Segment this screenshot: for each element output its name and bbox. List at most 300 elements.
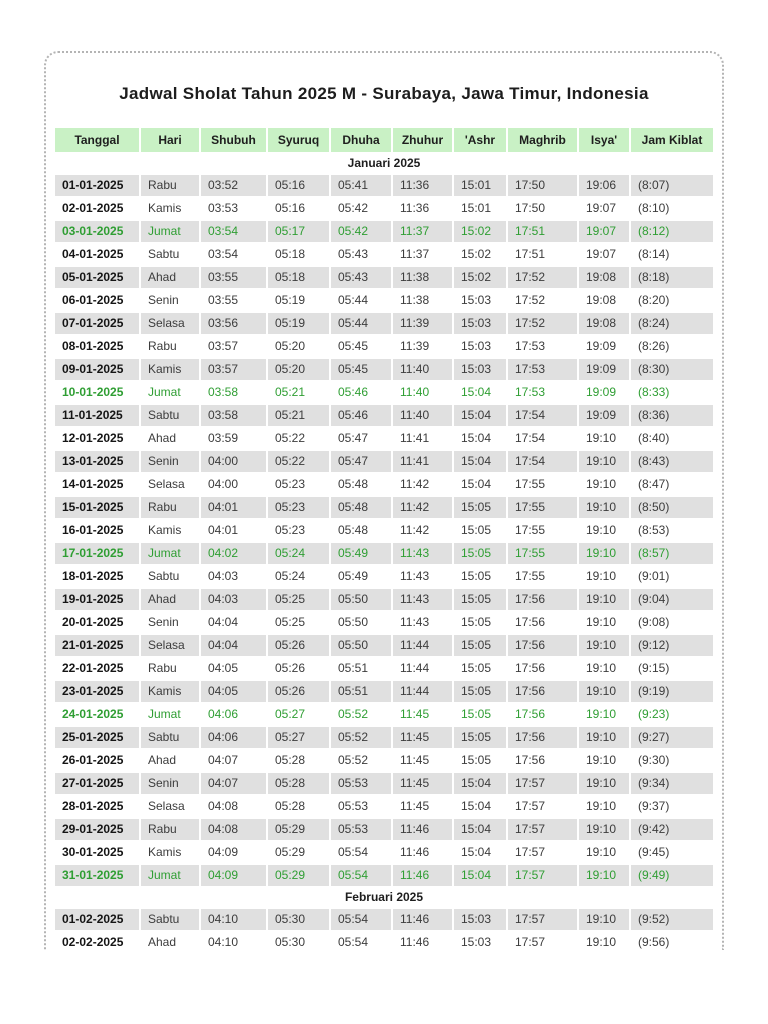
time-cell-maghrib: 17:54 [508,428,577,449]
time-cell-isya: 19:10 [579,727,629,748]
prayer-schedule-table [53,126,715,955]
time-cell-dhuha: 05:48 [331,520,391,541]
time-cell-isya: 19:07 [579,198,629,219]
column-header-tanggal: Tanggal [55,128,139,152]
time-cell-zhuhur: 11:43 [393,566,452,587]
date-cell: 30-01-2025 [55,842,139,863]
time-cell-jam-kiblat: (8:26) [631,336,713,357]
time-cell-zhuhur: 11:45 [393,796,452,817]
time-cell-maghrib: 17:56 [508,612,577,633]
time-cell-shubuh: 04:04 [201,612,266,633]
time-cell-dhuha: 05:50 [331,612,391,633]
time-cell-ashr: 15:05 [454,566,506,587]
time-cell-ashr: 15:02 [454,221,506,242]
time-cell-maghrib: 17:57 [508,909,577,930]
date-cell: 02-02-2025 [55,932,139,953]
date-cell: 28-01-2025 [55,796,139,817]
time-cell-shubuh: 04:08 [201,819,266,840]
time-cell-jam-kiblat: (8:53) [631,520,713,541]
time-cell-jam-kiblat: (8:33) [631,382,713,403]
day-cell: Rabu [141,175,199,196]
time-cell-maghrib: 17:51 [508,244,577,265]
time-cell-maghrib: 17:56 [508,635,577,656]
time-cell-zhuhur: 11:37 [393,221,452,242]
date-cell: 01-02-2025 [55,909,139,930]
time-cell-maghrib: 17:55 [508,566,577,587]
day-cell: Sabtu [141,566,199,587]
day-cell: Sabtu [141,909,199,930]
schedule-row [55,658,713,679]
time-cell-zhuhur: 11:42 [393,474,452,495]
schedule-row [55,932,713,953]
time-cell-ashr: 15:04 [454,405,506,426]
time-cell-maghrib: 17:53 [508,359,577,380]
time-cell-maghrib: 17:57 [508,796,577,817]
time-cell-maghrib: 17:50 [508,198,577,219]
time-cell-syuruq: 05:23 [268,497,329,518]
schedule-row [55,865,713,886]
time-cell-isya: 19:07 [579,221,629,242]
time-cell-ashr: 15:05 [454,750,506,771]
time-cell-isya: 19:09 [579,336,629,357]
time-cell-isya: 19:08 [579,267,629,288]
time-cell-shubuh: 04:06 [201,704,266,725]
date-cell: 05-01-2025 [55,267,139,288]
day-cell: Sabtu [141,405,199,426]
day-cell: Rabu [141,658,199,679]
date-cell: 25-01-2025 [55,727,139,748]
time-cell-syuruq: 05:23 [268,474,329,495]
schedule-row [55,267,713,288]
time-cell-ashr: 15:04 [454,451,506,472]
time-cell-ashr: 15:05 [454,543,506,564]
time-cell-maghrib: 17:57 [508,865,577,886]
time-cell-maghrib: 17:56 [508,704,577,725]
time-cell-ashr: 15:03 [454,313,506,334]
date-cell: 13-01-2025 [55,451,139,472]
time-cell-dhuha: 05:50 [331,589,391,610]
column-header-isya: Isya' [579,128,629,152]
time-cell-isya: 19:10 [579,773,629,794]
time-cell-shubuh: 03:55 [201,290,266,311]
time-cell-ashr: 15:04 [454,474,506,495]
time-cell-dhuha: 05:49 [331,566,391,587]
time-cell-isya: 19:06 [579,175,629,196]
time-cell-ashr: 15:04 [454,796,506,817]
time-cell-ashr: 15:05 [454,704,506,725]
schedule-row [55,704,713,725]
time-cell-ashr: 15:03 [454,290,506,311]
time-cell-ashr: 15:03 [454,359,506,380]
time-cell-jam-kiblat: (9:19) [631,681,713,702]
time-cell-shubuh: 03:54 [201,244,266,265]
time-cell-zhuhur: 11:40 [393,382,452,403]
time-cell-zhuhur: 11:45 [393,773,452,794]
schedule-row [55,290,713,311]
table-header-row [55,128,713,152]
time-cell-dhuha: 05:47 [331,428,391,449]
time-cell-dhuha: 05:46 [331,382,391,403]
time-cell-shubuh: 04:07 [201,750,266,771]
time-cell-jam-kiblat: (9:49) [631,865,713,886]
time-cell-ashr: 15:02 [454,267,506,288]
time-cell-shubuh: 03:57 [201,336,266,357]
schedule-row [55,313,713,334]
time-cell-isya: 19:10 [579,589,629,610]
time-cell-syuruq: 05:20 [268,359,329,380]
time-cell-ashr: 15:05 [454,497,506,518]
date-cell: 01-01-2025 [55,175,139,196]
schedule-row [55,198,713,219]
day-cell: Kamis [141,681,199,702]
date-cell: 16-01-2025 [55,520,139,541]
day-cell: Sabtu [141,244,199,265]
time-cell-shubuh: 04:00 [201,451,266,472]
time-cell-dhuha: 05:45 [331,359,391,380]
time-cell-zhuhur: 11:40 [393,405,452,426]
day-cell: Selasa [141,796,199,817]
time-cell-shubuh: 03:52 [201,175,266,196]
date-cell: 15-01-2025 [55,497,139,518]
date-cell: 17-01-2025 [55,543,139,564]
time-cell-jam-kiblat: (9:12) [631,635,713,656]
date-cell: 11-01-2025 [55,405,139,426]
time-cell-zhuhur: 11:43 [393,589,452,610]
time-cell-shubuh: 04:09 [201,865,266,886]
time-cell-isya: 19:07 [579,244,629,265]
day-cell: Kamis [141,198,199,219]
time-cell-syuruq: 05:18 [268,244,329,265]
time-cell-jam-kiblat: (9:27) [631,727,713,748]
schedule-row [55,520,713,541]
time-cell-shubuh: 03:59 [201,428,266,449]
time-cell-dhuha: 05:52 [331,750,391,771]
time-cell-zhuhur: 11:46 [393,909,452,930]
time-cell-zhuhur: 11:42 [393,520,452,541]
date-cell: 20-01-2025 [55,612,139,633]
time-cell-zhuhur: 11:44 [393,635,452,656]
column-header-jam-kiblat: Jam Kiblat [631,128,713,152]
schedule-row [55,543,713,564]
time-cell-syuruq: 05:24 [268,543,329,564]
time-cell-jam-kiblat: (9:42) [631,819,713,840]
day-cell: Ahad [141,267,199,288]
time-cell-syuruq: 05:18 [268,267,329,288]
schedule-row [55,566,713,587]
column-header-dhuha: Dhuha [331,128,391,152]
time-cell-syuruq: 05:19 [268,313,329,334]
time-cell-syuruq: 05:28 [268,796,329,817]
time-cell-ashr: 15:04 [454,428,506,449]
time-cell-maghrib: 17:56 [508,589,577,610]
time-cell-maghrib: 17:55 [508,543,577,564]
time-cell-syuruq: 05:22 [268,428,329,449]
time-cell-dhuha: 05:54 [331,909,391,930]
time-cell-zhuhur: 11:44 [393,658,452,679]
time-cell-shubuh: 03:56 [201,313,266,334]
time-cell-ashr: 15:05 [454,520,506,541]
time-cell-shubuh: 04:01 [201,497,266,518]
column-header-ashr: 'Ashr [454,128,506,152]
time-cell-ashr: 15:01 [454,175,506,196]
schedule-row [55,842,713,863]
time-cell-ashr: 15:01 [454,198,506,219]
time-cell-dhuha: 05:42 [331,221,391,242]
time-cell-jam-kiblat: (9:34) [631,773,713,794]
time-cell-isya: 19:10 [579,612,629,633]
time-cell-syuruq: 05:21 [268,382,329,403]
time-cell-ashr: 15:02 [454,244,506,265]
time-cell-maghrib: 17:50 [508,175,577,196]
time-cell-dhuha: 05:48 [331,497,391,518]
day-cell: Kamis [141,359,199,380]
month-section-row [55,888,713,907]
time-cell-zhuhur: 11:41 [393,428,452,449]
time-cell-jam-kiblat: (8:30) [631,359,713,380]
time-cell-jam-kiblat: (8:50) [631,497,713,518]
time-cell-isya: 19:09 [579,405,629,426]
day-cell: Ahad [141,932,199,953]
schedule-row [55,405,713,426]
time-cell-syuruq: 05:27 [268,704,329,725]
day-cell: Rabu [141,497,199,518]
time-cell-dhuha: 05:43 [331,267,391,288]
time-cell-shubuh: 04:05 [201,681,266,702]
time-cell-isya: 19:10 [579,520,629,541]
time-cell-dhuha: 05:41 [331,175,391,196]
time-cell-dhuha: 05:52 [331,727,391,748]
time-cell-zhuhur: 11:42 [393,497,452,518]
time-cell-syuruq: 05:29 [268,865,329,886]
time-cell-maghrib: 17:53 [508,382,577,403]
time-cell-syuruq: 05:24 [268,566,329,587]
day-cell: Ahad [141,428,199,449]
schedule-row [55,451,713,472]
time-cell-isya: 19:10 [579,451,629,472]
day-cell: Ahad [141,589,199,610]
day-cell: Ahad [141,750,199,771]
schedule-row [55,909,713,930]
time-cell-maghrib: 17:55 [508,520,577,541]
day-cell: Jumat [141,865,199,886]
time-cell-isya: 19:10 [579,865,629,886]
time-cell-isya: 19:10 [579,819,629,840]
time-cell-dhuha: 05:52 [331,704,391,725]
time-cell-syuruq: 05:22 [268,451,329,472]
date-cell: 27-01-2025 [55,773,139,794]
time-cell-syuruq: 05:26 [268,635,329,656]
time-cell-dhuha: 05:54 [331,932,391,953]
time-cell-dhuha: 05:51 [331,658,391,679]
time-cell-maghrib: 17:56 [508,750,577,771]
time-cell-ashr: 15:04 [454,382,506,403]
time-cell-dhuha: 05:50 [331,635,391,656]
time-cell-maghrib: 17:52 [508,267,577,288]
time-cell-maghrib: 17:57 [508,773,577,794]
time-cell-jam-kiblat: (9:04) [631,589,713,610]
date-cell: 19-01-2025 [55,589,139,610]
time-cell-syuruq: 05:17 [268,221,329,242]
column-header-zhuhur: Zhuhur [393,128,452,152]
day-cell: Sabtu [141,727,199,748]
time-cell-dhuha: 05:53 [331,819,391,840]
time-cell-shubuh: 03:58 [201,382,266,403]
time-cell-jam-kiblat: (8:24) [631,313,713,334]
time-cell-dhuha: 05:49 [331,543,391,564]
time-cell-ashr: 15:05 [454,727,506,748]
time-cell-dhuha: 05:44 [331,290,391,311]
day-cell: Senin [141,612,199,633]
time-cell-zhuhur: 11:46 [393,819,452,840]
time-cell-shubuh: 04:03 [201,589,266,610]
time-cell-ashr: 15:03 [454,932,506,953]
time-cell-syuruq: 05:16 [268,198,329,219]
time-cell-ashr: 15:04 [454,819,506,840]
time-cell-ashr: 15:04 [454,842,506,863]
time-cell-maghrib: 17:54 [508,405,577,426]
date-cell: 21-01-2025 [55,635,139,656]
time-cell-zhuhur: 11:46 [393,932,452,953]
time-cell-ashr: 15:04 [454,773,506,794]
day-cell: Selasa [141,474,199,495]
time-cell-maghrib: 17:54 [508,451,577,472]
schedule-row [55,612,713,633]
schedule-row [55,681,713,702]
time-cell-shubuh: 04:08 [201,796,266,817]
time-cell-syuruq: 05:26 [268,658,329,679]
schedule-row [55,635,713,656]
time-cell-syuruq: 05:21 [268,405,329,426]
date-cell: 07-01-2025 [55,313,139,334]
time-cell-syuruq: 05:26 [268,681,329,702]
time-cell-jam-kiblat: (9:52) [631,909,713,930]
time-cell-zhuhur: 11:46 [393,865,452,886]
schedule-page [44,51,724,950]
time-cell-isya: 19:10 [579,566,629,587]
time-cell-jam-kiblat: (8:14) [631,244,713,265]
time-cell-isya: 19:09 [579,359,629,380]
time-cell-isya: 19:10 [579,681,629,702]
day-cell: Kamis [141,842,199,863]
schedule-row [55,773,713,794]
date-cell: 02-01-2025 [55,198,139,219]
time-cell-isya: 19:10 [579,428,629,449]
date-cell: 26-01-2025 [55,750,139,771]
time-cell-zhuhur: 11:45 [393,750,452,771]
time-cell-zhuhur: 11:36 [393,198,452,219]
time-cell-isya: 19:10 [579,796,629,817]
time-cell-isya: 19:10 [579,474,629,495]
schedule-row [55,727,713,748]
time-cell-zhuhur: 11:45 [393,727,452,748]
time-cell-syuruq: 05:25 [268,612,329,633]
time-cell-isya: 19:10 [579,704,629,725]
time-cell-zhuhur: 11:43 [393,543,452,564]
schedule-row [55,244,713,265]
time-cell-shubuh: 04:05 [201,658,266,679]
time-cell-zhuhur: 11:38 [393,290,452,311]
month-section-header: Februari 2025 [55,888,713,907]
day-cell: Kamis [141,520,199,541]
time-cell-maghrib: 17:56 [508,681,577,702]
column-header-syuruq: Syuruq [268,128,329,152]
time-cell-dhuha: 05:54 [331,865,391,886]
time-cell-jam-kiblat: (8:07) [631,175,713,196]
schedule-row [55,221,713,242]
time-cell-isya: 19:10 [579,658,629,679]
time-cell-ashr: 15:05 [454,612,506,633]
day-cell: Rabu [141,819,199,840]
time-cell-jam-kiblat: (9:56) [631,932,713,953]
time-cell-jam-kiblat: (8:36) [631,405,713,426]
time-cell-shubuh: 04:06 [201,727,266,748]
month-section-header: Januari 2025 [55,154,713,173]
time-cell-jam-kiblat: (8:47) [631,474,713,495]
schedule-row [55,819,713,840]
date-cell: 12-01-2025 [55,428,139,449]
time-cell-isya: 19:08 [579,313,629,334]
time-cell-syuruq: 05:23 [268,520,329,541]
day-cell: Selasa [141,313,199,334]
time-cell-syuruq: 05:19 [268,290,329,311]
time-cell-maghrib: 17:56 [508,727,577,748]
time-cell-zhuhur: 11:46 [393,842,452,863]
time-cell-dhuha: 05:54 [331,842,391,863]
time-cell-jam-kiblat: (9:37) [631,796,713,817]
time-cell-jam-kiblat: (9:01) [631,566,713,587]
schedule-row [55,428,713,449]
schedule-row [55,382,713,403]
time-cell-syuruq: 05:28 [268,750,329,771]
date-cell: 24-01-2025 [55,704,139,725]
time-cell-isya: 19:10 [579,932,629,953]
date-cell: 09-01-2025 [55,359,139,380]
time-cell-syuruq: 05:25 [268,589,329,610]
time-cell-dhuha: 05:51 [331,681,391,702]
time-cell-dhuha: 05:53 [331,796,391,817]
time-cell-shubuh: 04:09 [201,842,266,863]
time-cell-shubuh: 04:10 [201,909,266,930]
day-cell: Senin [141,290,199,311]
day-cell: Senin [141,773,199,794]
time-cell-maghrib: 17:52 [508,313,577,334]
time-cell-jam-kiblat: (9:30) [631,750,713,771]
date-cell: 31-01-2025 [55,865,139,886]
time-cell-dhuha: 05:53 [331,773,391,794]
time-cell-isya: 19:10 [579,750,629,771]
time-cell-jam-kiblat: (9:45) [631,842,713,863]
time-cell-dhuha: 05:48 [331,474,391,495]
time-cell-isya: 19:10 [579,497,629,518]
time-cell-zhuhur: 11:39 [393,313,452,334]
time-cell-ashr: 15:05 [454,635,506,656]
day-cell: Rabu [141,336,199,357]
time-cell-syuruq: 05:20 [268,336,329,357]
time-cell-shubuh: 04:04 [201,635,266,656]
time-cell-syuruq: 05:27 [268,727,329,748]
time-cell-shubuh: 04:01 [201,520,266,541]
date-cell: 22-01-2025 [55,658,139,679]
time-cell-dhuha: 05:42 [331,198,391,219]
time-cell-syuruq: 05:29 [268,842,329,863]
time-cell-shubuh: 03:55 [201,267,266,288]
time-cell-jam-kiblat: (9:15) [631,658,713,679]
schedule-row [55,474,713,495]
time-cell-isya: 19:08 [579,290,629,311]
time-cell-maghrib: 17:53 [508,336,577,357]
time-cell-dhuha: 05:46 [331,405,391,426]
time-cell-syuruq: 05:28 [268,773,329,794]
